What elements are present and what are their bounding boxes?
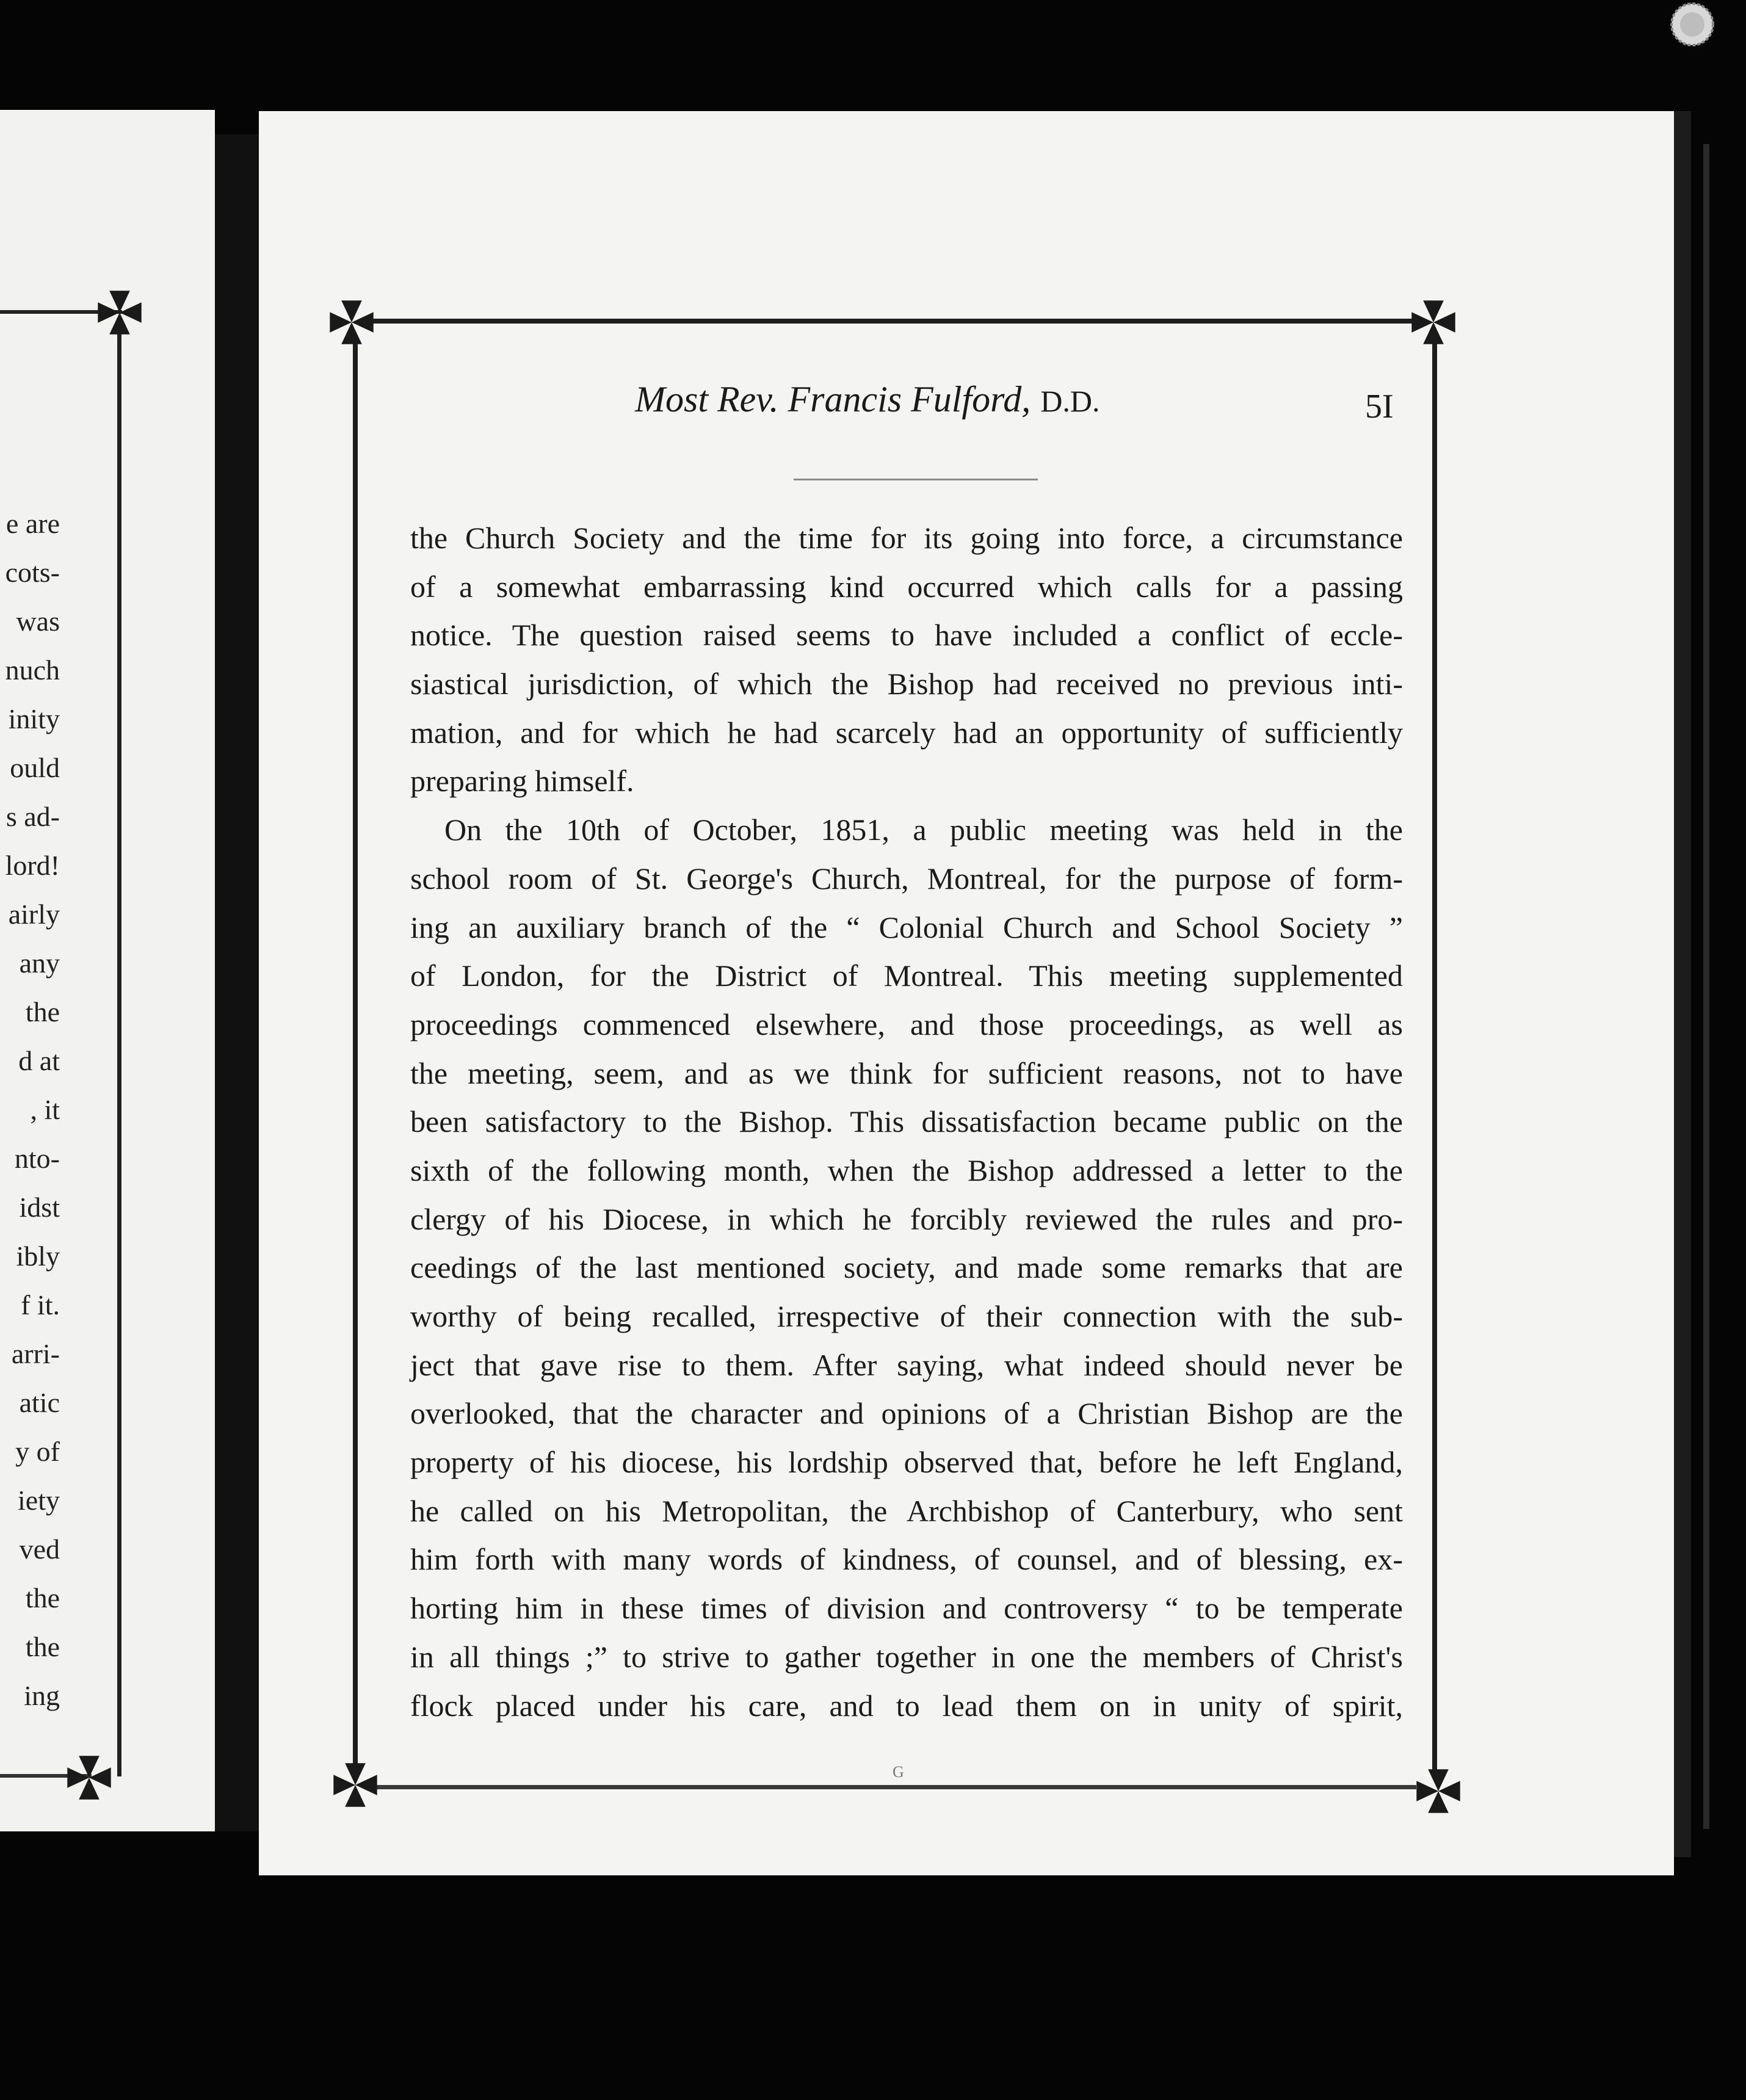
- text-line: airly: [8, 899, 60, 930]
- left-frame-right-rule: [117, 330, 121, 1776]
- text-line: notice. The question raised seems to have included a conflict of eccle-: [410, 618, 1403, 653]
- text-line: idst: [19, 1192, 60, 1223]
- text-line: sixth of the following month, when the Bishop addressed a letter to the: [410, 1153, 1403, 1187]
- text-line: school room of St. George's Church, Montreal, for the purpose of form-: [410, 861, 1403, 896]
- text-line: of a somewhat embarrassing kind occurred which calls for a passing: [410, 569, 1403, 604]
- text-line: the: [25, 996, 60, 1027]
- running-title: Most Rev. Francis Fulford,: [635, 379, 1031, 419]
- book-gutter: [215, 134, 259, 1831]
- text-line: iety: [18, 1485, 60, 1516]
- text-line: mation, and for which he had scarcely had an opportunity of sufficiently: [410, 715, 1403, 750]
- text-line: preparing himself.: [410, 764, 634, 798]
- text-line: ved: [19, 1533, 60, 1565]
- cross-ornament-icon: [94, 287, 145, 338]
- title-suffix: D.D.: [1040, 384, 1100, 418]
- text-line: ing an auxiliary branch of the “ Colonial Church and School Society ”: [410, 910, 1403, 944]
- text-line: the: [25, 1631, 60, 1662]
- text-line: On the 10th of October, 1851, a public meeting was held in the: [444, 813, 1403, 847]
- text-line: siastical jurisdiction, of which the Bishop had received no previous inti-: [410, 667, 1403, 701]
- body-text: [410, 514, 1403, 1730]
- frame-left-rule: [353, 342, 358, 1770]
- cross-ornament-icon: [1413, 1765, 1464, 1817]
- text-line: property of his diocese, his lordship observed that, before he left England,: [410, 1445, 1403, 1480]
- text-line: horting him in these times of division and controversy “ to be temperate: [410, 1591, 1403, 1626]
- text-line: d at: [18, 1045, 60, 1076]
- cross-ornament-icon: [1408, 297, 1459, 348]
- signature-mark: G: [893, 1763, 904, 1781]
- text-line: arri-: [11, 1338, 60, 1369]
- frame-bottom-rule: [366, 1785, 1416, 1789]
- text-line: ibly: [16, 1240, 60, 1272]
- text-line: lord!: [5, 850, 60, 881]
- text-line: nto-: [14, 1143, 60, 1174]
- text-line: him forth with many words of kindness, of counsel, and of blessing, ex-: [410, 1542, 1403, 1577]
- text-line: of London, for the District of Montreal. This meeting supplemented: [410, 958, 1403, 993]
- page-number: 5I: [1365, 388, 1394, 425]
- text-line: any: [19, 947, 60, 979]
- text-line: worthy of being recalled, irrespective of their connection with the sub-: [410, 1299, 1403, 1333]
- text-line: ould: [10, 752, 60, 783]
- text-line: , it: [30, 1094, 60, 1125]
- text-line: nuch: [5, 654, 60, 686]
- text-line: the: [25, 1582, 60, 1613]
- text-line: been satisfactory to the Bishop. This dissatisfaction became public on the: [410, 1104, 1403, 1139]
- text-line: y of: [15, 1436, 60, 1467]
- text-line: ing: [24, 1680, 60, 1711]
- text-line: cots-: [5, 557, 60, 588]
- text-line: the meeting, seem, and as we think for sufficient reasons, not to have: [410, 1055, 1403, 1090]
- text-line: ceedings of the last mentioned society, and made some remarks that are: [410, 1250, 1403, 1285]
- text-line: e are: [5, 508, 60, 539]
- text-line: proceedings commenced elsewhere, and those proceedings, as well as: [410, 1007, 1403, 1041]
- cross-ornament-icon: [326, 297, 377, 348]
- text-line: f it.: [21, 1289, 60, 1320]
- running-head: [635, 378, 1209, 421]
- text-line: atic: [19, 1387, 60, 1418]
- text-line: s ad-: [5, 801, 60, 832]
- seal-stamp-icon: [1656, 0, 1729, 59]
- head-rule: [794, 479, 1038, 480]
- frame-right-rule: [1432, 342, 1437, 1770]
- cross-ornament-icon: [63, 1752, 115, 1803]
- text-line: ject that gave rise to them. After saying, what indeed should never be: [410, 1347, 1403, 1382]
- text-line: was: [16, 606, 60, 637]
- left-page-text: [0, 499, 60, 1720]
- text-line: clergy of his Diocese, in which he forcibly reviewed the rules and pro-: [410, 1201, 1403, 1236]
- text-line: he called on his Metropolitan, the Archbishop of Canterbury, who sent: [410, 1493, 1403, 1528]
- text-line: inity: [8, 703, 60, 734]
- text-line: the Church Society and the time for its going into force, a circumstance: [410, 521, 1403, 555]
- cross-ornament-icon: [330, 1759, 381, 1811]
- text-line: overlooked, that the character and opinions of a Christian Bishop are the: [410, 1396, 1403, 1431]
- page-edge: [1703, 144, 1709, 1829]
- page-edge: [1674, 111, 1691, 1857]
- frame-top-rule: [366, 319, 1416, 324]
- text-line: in all things ;” to strive to gather together in one the members of Christ's: [410, 1639, 1403, 1674]
- text-line: flock placed under his care, and to lead them on in unity of spirit,: [410, 1688, 1403, 1723]
